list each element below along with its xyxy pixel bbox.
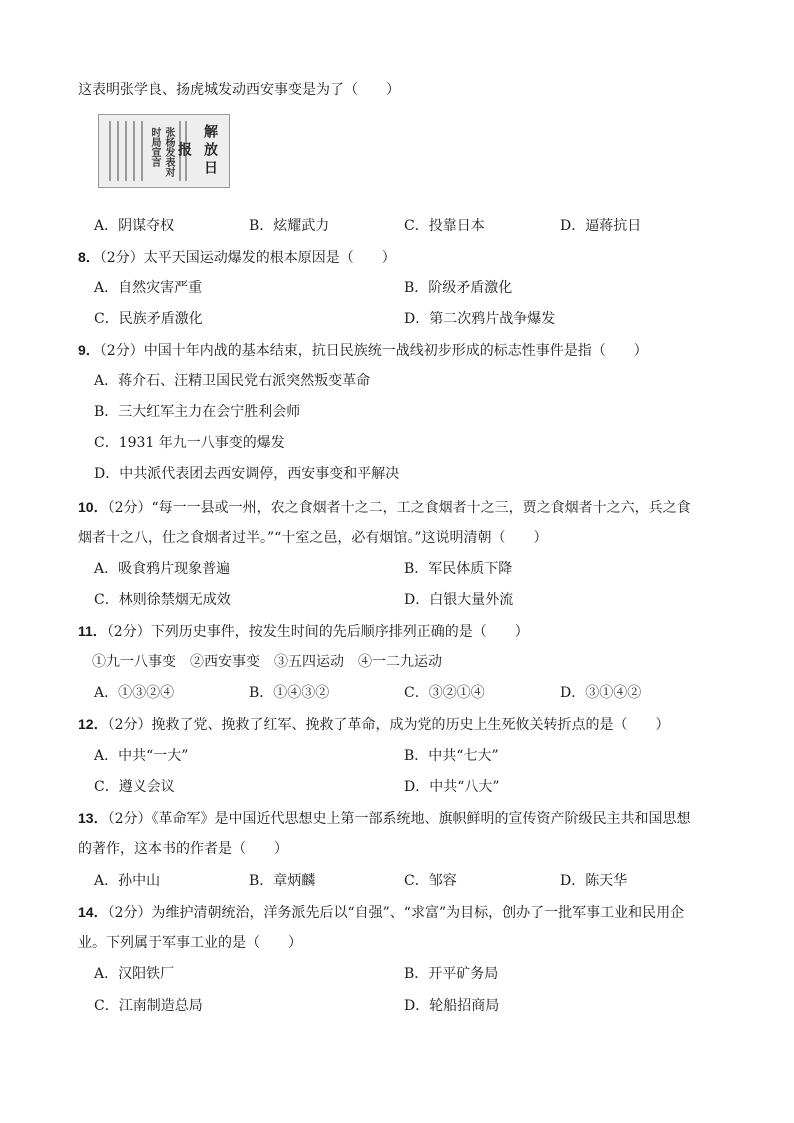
q8-option-d[interactable]: D．第二次鸦片战争爆发 xyxy=(404,311,556,327)
q9-option-d[interactable]: D．中共派代表团去西安调停，西安事变和平解决 xyxy=(94,466,400,482)
question-10-stem-continued: 烟者十之八，仕之食烟者过半。”“十室之邑，必有烟馆。”这说明清朝（ ） xyxy=(78,530,548,546)
question-7-stem-tail: 这表明张学良、扬虎城发动西安事变是为了（ ） xyxy=(78,82,400,98)
newspaper-headline: 张杨发表对时局宣言 xyxy=(149,127,174,177)
question-13-stem xyxy=(78,808,690,829)
q9-option-c[interactable]: C．1931 年九一八事变的爆发 xyxy=(94,435,285,451)
q9-option-b[interactable]: B．三大红军主力在会宁胜利会师 xyxy=(94,404,301,420)
question-text: （2分）《革命军》是中国近代思想史上第一部系统地、旗帜鲜明的宣传资产阶级民主共和国思想 xyxy=(107,811,691,827)
newspaper-text-column xyxy=(141,121,143,181)
newspaper-text-column xyxy=(125,121,127,181)
question-number: 12． xyxy=(78,716,108,732)
question-text: （2分）太平天国运动爆发的根本原因是（ ） xyxy=(99,250,396,266)
q11-option-c[interactable]: C．③②①④ xyxy=(404,685,485,701)
q7-option-d[interactable]: D．逼蒋抗日 xyxy=(560,218,642,234)
question-number: 14． xyxy=(78,904,108,920)
q14-option-b[interactable]: B．开平矿务局 xyxy=(404,966,499,982)
question-9-stem xyxy=(78,340,648,361)
q7-option-c[interactable]: C．投靠日本 xyxy=(404,218,485,234)
question-text: （2分）挽救了党、挽救了红军、挽救了革命，成为党的历史上生死攸关转折点的是（ ） xyxy=(107,717,670,733)
q12-option-b[interactable]: B．中共“七大” xyxy=(404,748,499,764)
question-10-stem xyxy=(78,497,691,518)
q12-option-c[interactable]: C．遵义会议 xyxy=(94,779,175,795)
newspaper-image xyxy=(98,114,230,188)
q13-option-c[interactable]: C．邹容 xyxy=(404,873,457,889)
q8-option-c[interactable]: C．民族矛盾激化 xyxy=(94,311,203,327)
q8-option-b[interactable]: B．阶级矛盾激化 xyxy=(404,280,513,296)
question-number: 13． xyxy=(78,810,108,826)
q12-option-d[interactable]: D．中共“八大” xyxy=(404,779,500,795)
q13-option-a[interactable]: A．孙中山 xyxy=(94,873,161,889)
q10-option-b[interactable]: B．军民体质下降 xyxy=(404,561,513,577)
question-13-stem-continued: 的著作，这本书的作者是（ ） xyxy=(78,841,288,857)
q10-option-d[interactable]: D．白银大量外流 xyxy=(404,592,514,608)
question-14-stem xyxy=(78,902,684,923)
question-text: （2分）中国十年内战的基本结束，抗日民族统一战线初步形成的标志性事件是指（ ） xyxy=(99,343,648,359)
q14-option-a[interactable]: A．汉阳铁厂 xyxy=(94,966,175,982)
q7-option-b[interactable]: B．炫耀武力 xyxy=(249,218,330,234)
q11-option-a[interactable]: A．①③②④ xyxy=(94,685,175,701)
q14-option-c[interactable]: C．江南制造总局 xyxy=(94,998,203,1014)
question-number: 11． xyxy=(78,623,107,639)
q7-option-a[interactable]: A．阴谋夺权 xyxy=(94,218,175,234)
q13-option-b[interactable]: B．章炳麟 xyxy=(249,873,316,889)
question-text: （2分）下列历史事件，按发生时间的先后顺序排列正确的是（ ） xyxy=(106,624,529,640)
question-text: （2分）“每一一县或一州，农之食烟者十之二，工之食烟者十之三，贾之食烟者十之六，兵之食 xyxy=(107,500,691,516)
q10-option-a[interactable]: A．吸食鸦片现象普遍 xyxy=(94,561,231,577)
q14-option-d[interactable]: D．轮船招商局 xyxy=(404,998,500,1014)
q10-option-c[interactable]: C．林则徐禁烟无成效 xyxy=(94,592,231,608)
question-11-stem xyxy=(78,621,529,642)
q11-option-d[interactable]: D．③①④② xyxy=(560,685,642,701)
newspaper-text-column xyxy=(109,121,111,181)
q12-option-a[interactable]: A．中共“一大” xyxy=(94,748,189,764)
question-text: （2分）为维护清朝统治，洋务派先后以“自强”、“求富”为目标，创办了一批军事工业和民用企 xyxy=(107,905,685,921)
question-number: 9． xyxy=(78,342,100,358)
q13-option-d[interactable]: D．陈天华 xyxy=(560,873,628,889)
question-number: 10． xyxy=(78,499,108,515)
q11-option-b[interactable]: B．①④③② xyxy=(249,685,330,701)
q8-option-a[interactable]: A．自然灾害严重 xyxy=(94,280,203,296)
q11-event-list: ①九一八事变 ②西安事变 ③五四运动 ④一二九运动 xyxy=(92,654,442,670)
question-12-stem xyxy=(78,714,669,735)
question-14-stem-continued: 业。下列属于军事工业的是（ ） xyxy=(78,935,302,951)
q9-option-a[interactable]: A．蒋介石、汪精卫国民党右派突然叛变革命 xyxy=(94,373,371,389)
newspaper-masthead: 解放日报 xyxy=(176,124,218,178)
newspaper-text-column xyxy=(133,121,135,181)
question-8-stem xyxy=(78,247,396,268)
newspaper-text-column xyxy=(117,121,119,181)
question-number: 8． xyxy=(78,249,100,265)
